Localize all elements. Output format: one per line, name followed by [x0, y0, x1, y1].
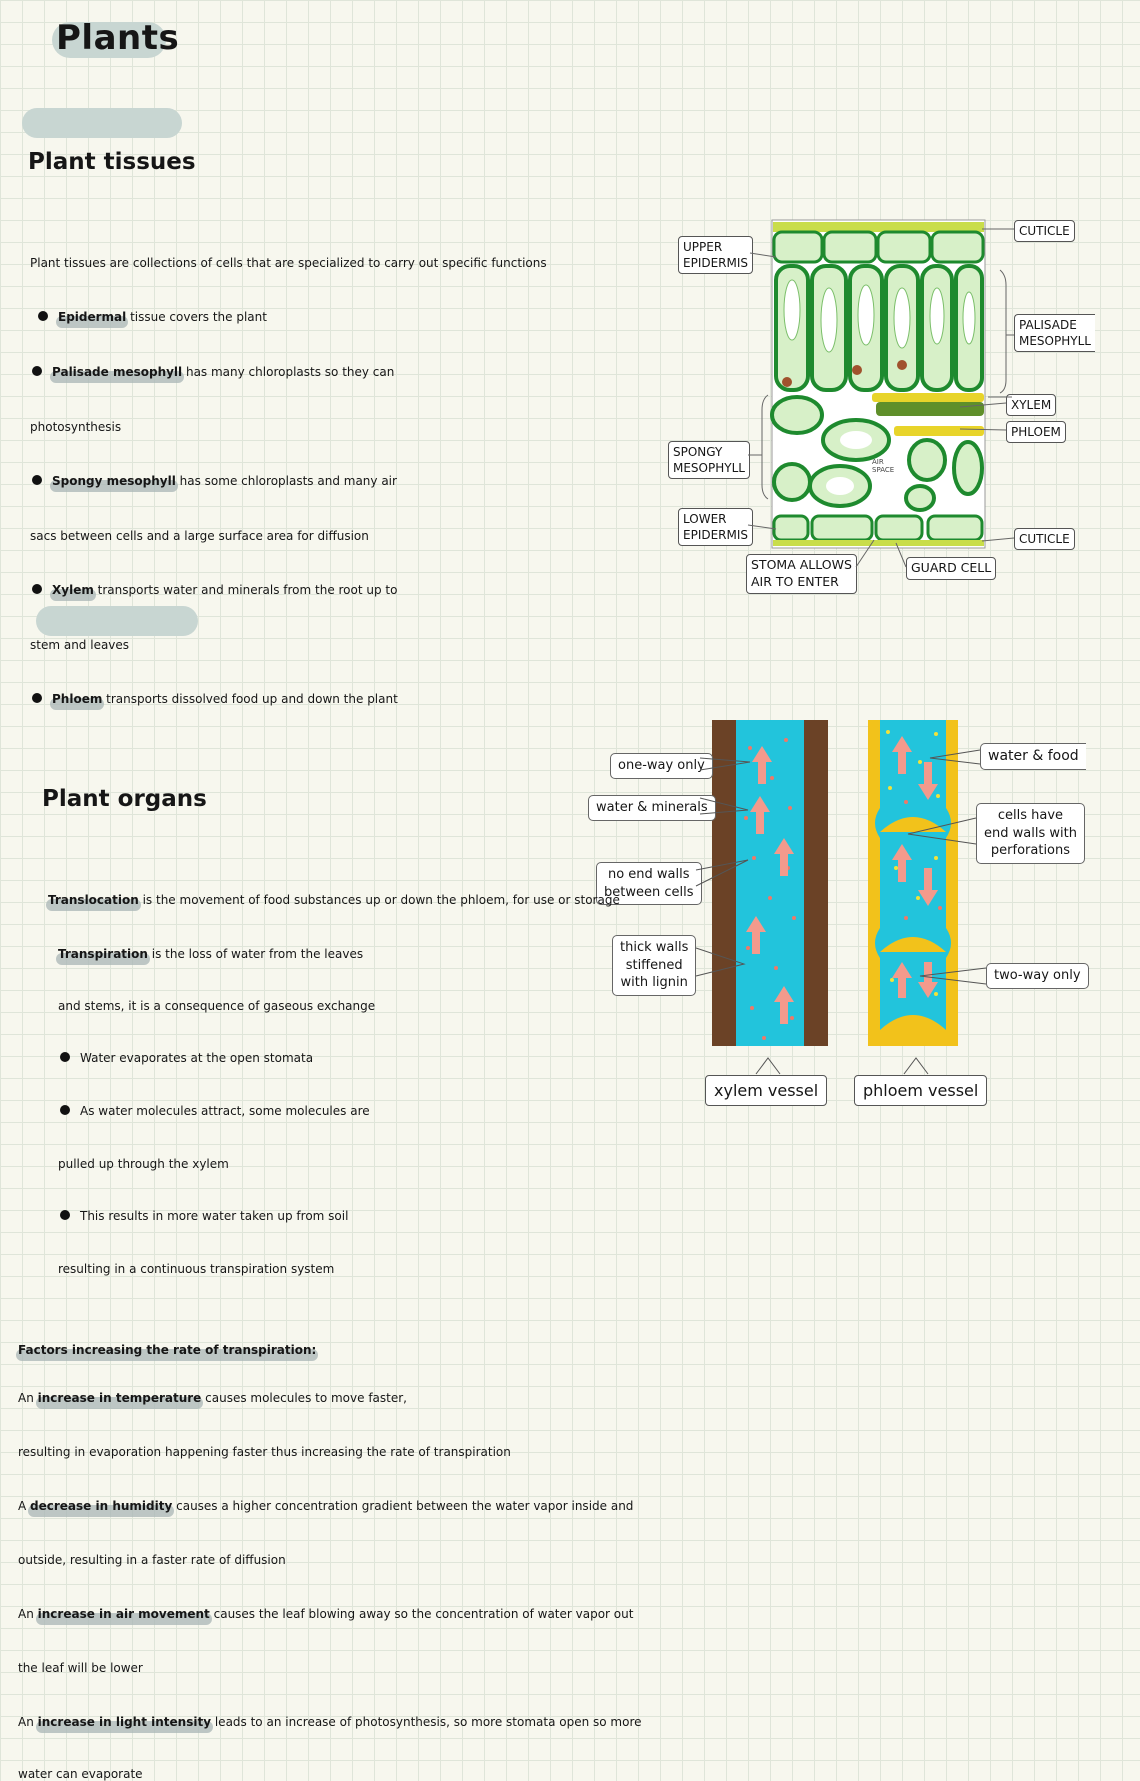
translocation-line: [48, 894, 1128, 906]
tissues-intro: Plant tissues are collections of cells that are specialized to carry out specific functions: [30, 256, 547, 270]
term-temperature: increase in temperature: [37, 1391, 202, 1405]
stoma-label: STOMA ALLOWS AIR TO ENTER: [746, 554, 857, 594]
page-title: Plants: [56, 18, 180, 58]
organs-heading-highlight: [36, 606, 198, 636]
organ-bullet-3-cont: resulting in a continuous transpiration system: [58, 1262, 335, 1276]
factor-light: An increase in light intensity leads to an increase of photosynthesis, so more stomata open so more: [18, 1715, 642, 1729]
xylem-line: [32, 584, 1112, 597]
bullet-icon: [32, 366, 42, 376]
factor-temperature: An increase in temperature causes molecules to move faster,: [18, 1391, 407, 1405]
air-space-label-2: SPACE: [872, 466, 895, 474]
spongy-cont: sacs between cells and a large surface area for diffusion: [30, 529, 369, 543]
bullet-icon: [60, 1052, 70, 1062]
factor-temperature-cont: resulting in evaporation happening faster thus increasing the rate of transpiration: [18, 1445, 511, 1459]
air-space-label: AIR: [872, 458, 884, 466]
palisade-text: has many chloroplasts so they can: [182, 365, 395, 379]
xylem-cont: stem and leaves: [30, 638, 130, 652]
xylem-text: transports water and minerals from the root up to: [93, 583, 398, 597]
phloem-vessel-label: phloem vessel: [854, 1075, 987, 1106]
factor-humidity-cont: outside, resulting in a faster rate of diffusion: [18, 1553, 286, 1567]
term-palisade: Palisade mesophyll: [52, 365, 183, 379]
organ-bullet-1: Water evaporates at the open stomata: [60, 1052, 1140, 1065]
lower-epidermis-label: LOWER EPIDERMIS: [678, 508, 753, 546]
no-end-walls-label: no end walls between cells: [596, 862, 702, 905]
transpiration-line: [58, 948, 1138, 960]
bullet-icon: [60, 1105, 70, 1115]
water-minerals-label: water & minerals: [588, 795, 716, 821]
leaf-label-connectors: [660, 215, 1080, 575]
term-transpiration: Transpiration: [58, 947, 148, 961]
term-epidermal: Epidermal: [58, 310, 127, 324]
transpiration-text: is the loss of water from the leaves: [147, 947, 364, 961]
spongy-line: [32, 475, 1112, 488]
thick-walls-label: thick walls stiffened with lignin: [612, 935, 696, 996]
term-phloem: Phloem: [52, 692, 103, 706]
epidermal-text: tissue covers the plant: [126, 310, 267, 324]
term-air-movement: increase in air movement: [37, 1607, 210, 1621]
spongy-text: has some chloroplasts and many air: [175, 474, 397, 488]
water-food-label: water & food: [980, 743, 1086, 770]
term-light: increase in light intensity: [37, 1715, 212, 1729]
organ-bullet-3: This results in more water taken up from soil: [60, 1210, 1140, 1223]
guard-cell-label: GUARD CELL: [906, 557, 996, 580]
factor-humidity: A decrease in humidity causes a higher concentration gradient between the water vapor inside and: [18, 1499, 634, 1513]
spongy-label: SPONGY MESOPHYLL: [668, 441, 750, 479]
tissues-heading: Plant tissues: [28, 149, 196, 175]
factor-air-movement: An increase in air movement causes the leaf blowing away so the concentration of water vapor out: [18, 1607, 634, 1621]
xylem-vessel-label: xylem vessel: [705, 1075, 827, 1106]
organ-bullet-2: As water molecules attract, some molecules are: [60, 1105, 1140, 1118]
upper-epidermis-label: UPPER EPIDERMIS: [678, 236, 753, 274]
one-way-label: one-way only: [610, 753, 713, 779]
palisade-line: [32, 366, 1112, 379]
term-xylem: Xylem: [52, 583, 94, 597]
xylem-label: XYLEM: [1006, 394, 1056, 416]
cuticle-top-label: CUTICLE: [1014, 220, 1075, 242]
bullet-icon: [60, 1210, 70, 1220]
phloem-label: PHLOEM: [1006, 421, 1066, 443]
organ-bullet-2-cont: pulled up through the xylem: [58, 1157, 229, 1171]
phloem-text: transports dissolved food up and down the plant: [102, 692, 398, 706]
palisade-cont: photosynthesis: [30, 420, 122, 434]
transpiration-cont: and stems, it is a consequence of gaseous exchange: [58, 999, 376, 1013]
bullet-icon: [32, 584, 42, 594]
translocation-text: is the movement of food substances up or down the phloem, for use or storage: [138, 893, 620, 907]
term-humidity: decrease in humidity: [30, 1499, 173, 1513]
bullet-icon: [32, 693, 42, 703]
phloem-line: [32, 693, 1112, 706]
cuticle-bottom-label: CUTICLE: [1014, 528, 1075, 550]
cells-end-walls-label: cells have end walls with perforations: [976, 803, 1085, 864]
tissues-heading-highlight: [22, 108, 182, 138]
epidermal-line: [38, 311, 1118, 324]
factor-light-cont: water can evaporate: [18, 1767, 143, 1781]
term-spongy: Spongy mesophyll: [52, 474, 176, 488]
factor-air-movement-cont: the leaf will be lower: [18, 1661, 143, 1675]
bullet-icon: [38, 311, 48, 321]
two-way-label: two-way only: [986, 963, 1089, 989]
factors-heading: Factors increasing the rate of transpiration:: [18, 1343, 317, 1357]
term-translocation: Translocation: [48, 893, 139, 907]
palisade-label: PALISADE MESOPHYLL: [1014, 314, 1095, 352]
organs-heading: Plant organs: [42, 786, 207, 812]
bullet-icon: [32, 475, 42, 485]
